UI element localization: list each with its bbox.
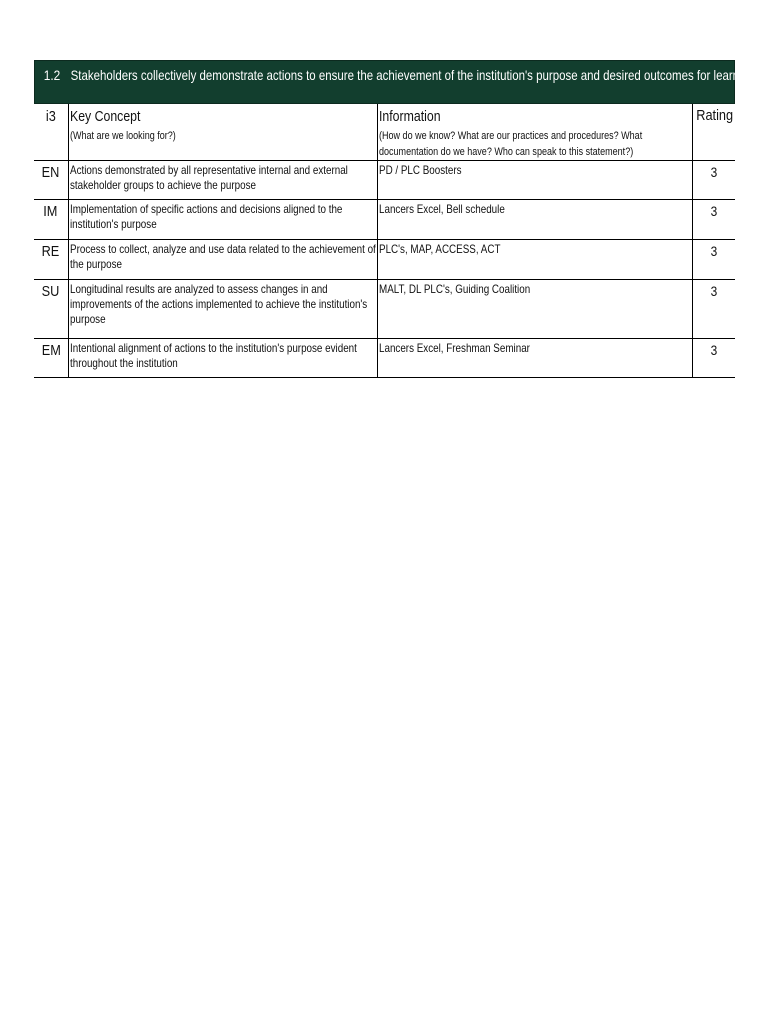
header-information-sub: (How do we know? What are our practices and procedures? What documentation do we have? Who can speak to this statement?) [378,130,642,158]
header-key-concept-sub: (What are we looking for?) [69,130,176,142]
row-key-concept: Longitudinal results are analyzed to assess changes in and improvements of the actions implemented to achieve the institution's purpose [69,282,367,326]
row-rating: 3 [710,283,718,299]
row-information: PLC's, MAP, ACCESS, ACT [378,242,500,256]
row-code: EN [41,164,60,181]
row-key-concept: Actions demonstrated by all representative internal and external stakeholder groups to achieve the purpose [69,163,348,192]
header-rating-title: Rating [695,107,733,124]
standard-sheet [34,60,758,378]
row-key-concept: Intentional alignment of actions to the institution's purpose evident throughout the institution [69,341,357,370]
table-row [34,339,735,378]
row-rating: 3 [710,203,718,219]
header-rating-cell [692,104,735,161]
row-code: IM [43,203,58,220]
header-key-concept-cell [68,104,377,161]
row-rating: 3 [710,243,718,259]
indicator-table [34,104,735,378]
header-information-cell [377,104,692,161]
row-rating: 3 [710,342,718,358]
table-row [34,280,735,339]
table-row [34,200,735,240]
standard-statement: Stakeholders collectively demonstrate actions to ensure the achievement of the institution's purpose and desired outcomes for learning. [70,67,758,83]
standard-number: 1.2 [43,67,61,83]
row-code: EM [41,342,61,359]
header-information-title: Information [378,108,441,125]
row-information: PD / PLC Boosters [378,163,462,177]
row-information: MALT, DL PLC's, Guiding Coalition [378,282,530,296]
row-key-concept: Implementation of specific actions and decisions aligned to the institution's purpose [69,202,342,231]
row-code: SU [41,283,60,300]
row-key-concept: Process to collect, analyze and use data related to the achievement of the purpose [69,242,376,271]
row-rating: 3 [710,164,718,180]
table-row [34,161,735,200]
header-code-cell [34,104,68,161]
standard-header [34,60,758,104]
table-header-row [34,104,735,161]
row-code: RE [41,243,60,260]
header-code: i3 [45,108,56,125]
row-information: Lancers Excel, Bell schedule [378,202,505,216]
table-row [34,240,735,280]
row-information: Lancers Excel, Freshman Seminar [378,341,530,355]
header-key-concept-title: Key Concept [69,108,140,125]
